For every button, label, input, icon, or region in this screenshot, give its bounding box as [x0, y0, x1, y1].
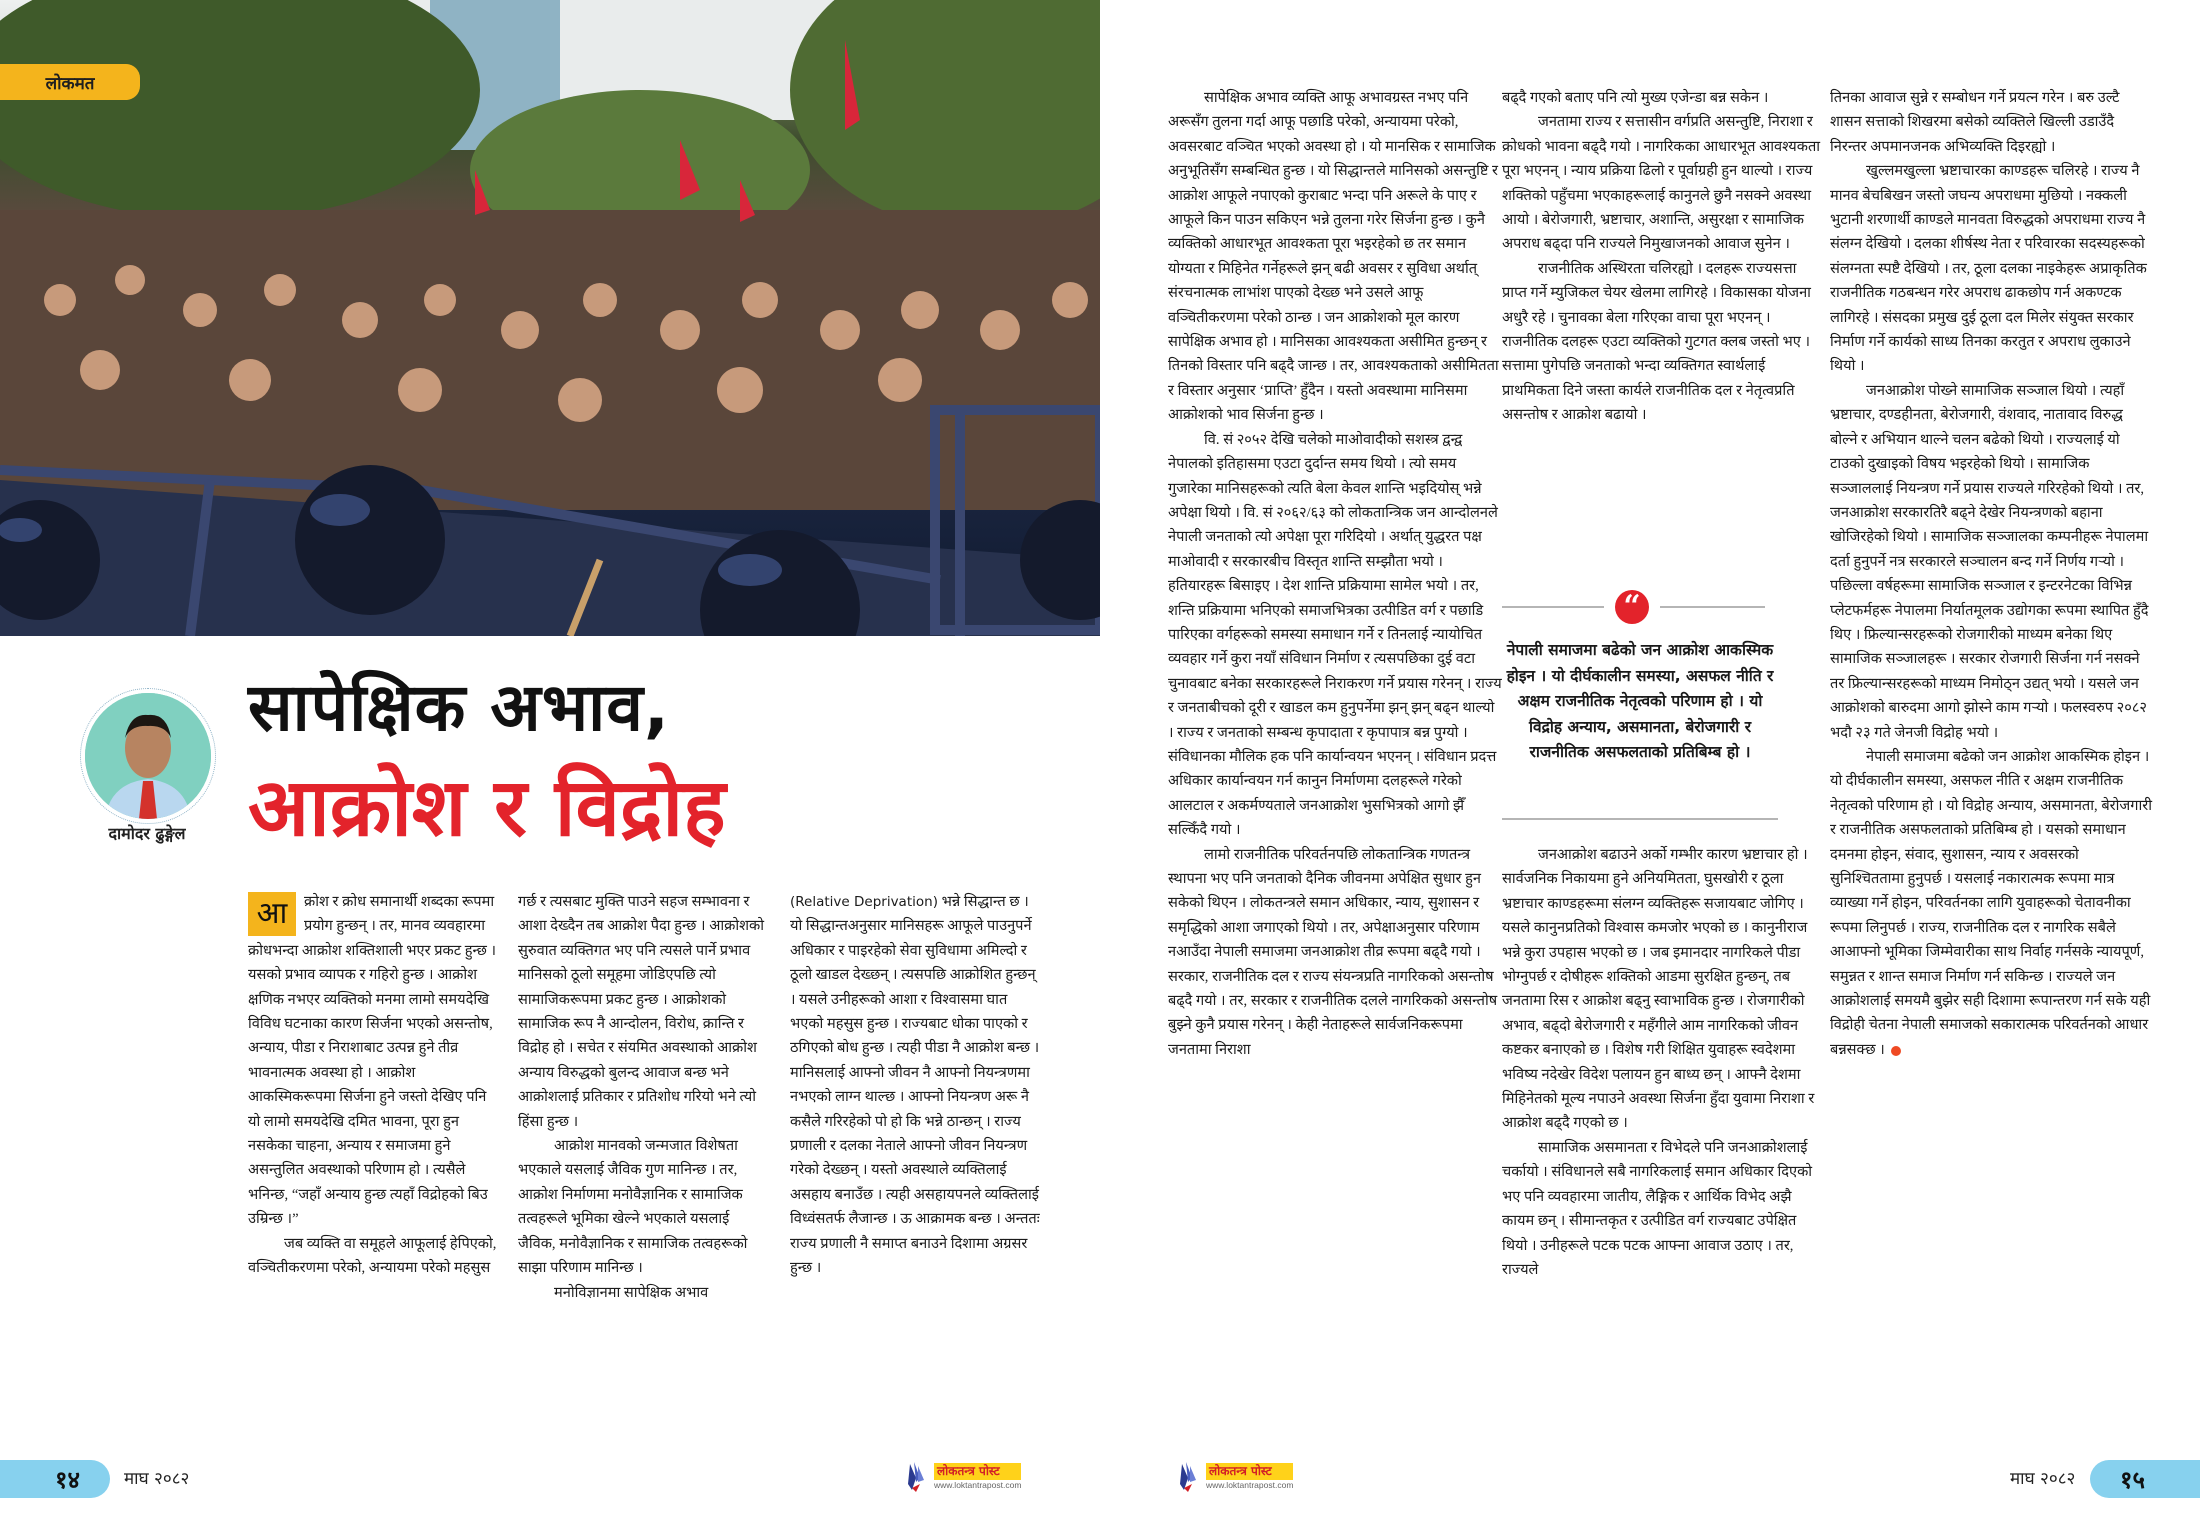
author-portrait [85, 693, 211, 819]
article-column-5-top [1502, 86, 1824, 428]
article-column-2 [518, 890, 768, 1305]
issue-date: माघ २०८२ [124, 1469, 190, 1489]
paragraph-text: भन्ने सिद्धान्त छ । यो सिद्धान्तअनुसार मानिसहरू आफूले पाउनुपर्ने अधिकार र पाइरहेको सेवा सुविधामा अमिल्दो र ठूलो खाडल देख्छन् । त्यसपछि आक्रोशित हुन्छन् । यसले उनीहरूको आशा र विश्वासमा घात भएको महसुस हुन्छ । राज्यबाट धोका पाएको र ठगिएको बोध हुन्छ । त्यही पीडा नै आक्रोश बन्छ । मानिसलाई आफ्नो जीवन नै आफ्नो नियन्त्रणमा नभएको लाग्न थाल्छ । आफ्नो नियन्त्रण अरू नै कसैले गरिरहेको पो हो कि भन्ने ठान्छन् । राज्य प्रणाली र दलका नेताले आफ्नो जीवन नियन्त्रण गरेको देख्छन् । यस्तो अवस्थाले व्यक्तिलाई असहाय बनाउँछ । त्यही असहायपनले व्यक्तिलाई विध्वंसतर्फ लैजान्छ । ऊ आक्रामक बन्छ । अन्ततः राज्य प्रणाली नै समाप्त बनाउने दिशामा अग्रसर हुन्छ । [790, 894, 1040, 1277]
article-paragraph: सापेक्षिक अभाव व्यक्ति आफू अभावग्रस्त नभए पनि अरूसँग तुलना गर्दा आफू पछाडि परेको, अन्यायमा परेको, अवसरबाट वञ्चित भएको अवस्था हो । यो मानसिक र सामाजिक अनुभूतिसँग सम्बन्धित हुन्छ । यो सिद्धान्तले मानिसको असन्तुष्टि र आक्रोश आफूले नपाएको कुराबाट भन्दा पनि अरूले के पाए र आफूले किन पाउन सकिएन भन्ने तुलना गरेर सिर्जना हुन्छ । कुनै व्यक्तिको आधारभूत आवश्कता पूरा भइरहेको छ तर समान योग्यता र मिहिनेत गर्नेहरूले झन् बढी अवसर र सुविधा अर्थात् संरचनात्मक लाभांश पाएको देख्छ भने उसले आफू वञ्चितीकरणमा परेको ठान्छ । जन आक्रोशको मूल कारण सापेक्षिक अभाव हो । मानिसका आवश्यकता असीमित हुन्छन् र तिनको विस्तार पनि बढ्दै जान्छ । तर, आवश्यकताको असीमितता र विस्तार अनुसार ‘प्राप्ति’ हुँदैन । यस्तो अवस्थामा मानिसमा आक्रोशको भाव सिर्जना हुन्छ । [1168, 90, 1499, 424]
article-paragraph: वि. सं २०५२ देखि चलेको माओवादीको सशस्त्र द्वन्द्व नेपालको इतिहासमा एउटा दुर्दान्त समय थियो । त्यो समय गुजारेका मानिसहरूको त्यति बेला केवल शान्ति भइदियोस् भन्ने अपेक्षा थियो । वि. सं २०६२/६३ को लोकतान्त्रिक जन आन्दोलनले नेपाली जनताको त्यो अपेक्षा पूरा गरिदियो । अर्थात् युद्धरत पक्ष माओवादी र सरकारबीच विस्तृत शान्ति सम्झौता भयो । हतियारहरू बिसाइए । देश शान्ति प्रक्रियामा सामेल भयो । तर, शन्ति प्रक्रियामा भनिएको समाजभित्रका उत्पीडित वर्ग र पछाडि पारिएका वर्गहरूको समस्या समाधान गर्ने र तिनलाई न्यायोचित व्यवहार गर्ने कुरा नयाँ संविधान निर्माण र त्यसपछिका दुई वटा चुनावबाट बनेका सरकारहरूले निराकरण गर्ने प्रयास गरेनन् । राज्य र जनताबीचको दूरी र खाडल कम हुनुपर्नेमा झन् झन् बढ्न थाल्यो । राज्य र जनताको सम्बन्ध कृपादाता र कृपापात्र बन्न पुग्यो । संविधानका मौलिक हक पनि कार्यान्वयन भएनन् । संविधान प्रदत्त अधिकार कार्यान्वयन गर्न कानुन निर्माणमा दलहरूले गरेको आलटाल र अकर्मण्यताले जनआक्रोश भुसभित्रको आगो झैँ सल्किँदै गयो । [1168, 431, 1502, 839]
protest-photo-illustration [0, 0, 1100, 636]
article-paragraph: जब व्यक्ति वा समूहले आफूलाई हेपिएको, वञ्चितीकरणमा परेको, अन्यायमा परेको महसुस [248, 1235, 497, 1277]
english-term: (Relative Deprivation) [790, 894, 938, 910]
article-paragraph: लामो राजनीतिक परिवर्तनपछि लोकतान्त्रिक गणतन्त्र स्थापना भए पनि जनताको दैनिक जीवनमा अपेक्षित सुधार हुन सकेको थिएन । लोकतन्त्रले समान अधिकार, न्याय, सुशासन र समृद्धिको आशा जगाएको थियो । तर, अपेक्षाअनुसार परिणाम नआउँदा नेपाली समाजमा जनआक्रोश तीव्र रूपमा बढ्दै गयो । सरकार, राजनीतिक दल र राज्य संयन्त्रप्रति नागरिकको असन्तोष बढ्दै गयो । तर, सरकार र राजनीतिक दलले नागरिकको असन्तोष बुझ्ने कुनै प्रयास गरेनन् । केही नेताहरूले सार्वजनिकरूपमा जनतामा निराशा [1168, 846, 1498, 1058]
page-number-tab [0, 1460, 110, 1498]
brand-url[interactable]: www.loktantrapost.com [1206, 1480, 1294, 1490]
article-column-4 [1168, 86, 1502, 1062]
article-paragraph: मनोविज्ञानमा सापेक्षिक अभाव [554, 1284, 709, 1301]
bird-logo-icon [904, 1460, 930, 1494]
trees-left [0, 0, 480, 220]
divider [1502, 818, 1778, 820]
author-name: दामोदर ढुङ्गेल [108, 824, 186, 843]
article-paragraph: तिनका आवाज सुन्ने र सम्बोधन गर्ने प्रयत्न गरेन । बरु उल्टै शासन सत्ताको शिखरमा बसेको व्यक्तिले खिल्ली उडाउँदै निरन्तर अपमानजनक अभिव्यक्ति दिइरह्यो । [1830, 90, 2120, 155]
brand-logo [1176, 1460, 1293, 1494]
page-number-tab [2090, 1460, 2200, 1498]
drop-cap: आ [248, 892, 296, 936]
article-paragraph [790, 890, 1040, 1281]
headline-line-1: सापेक्षिक अभाव, [248, 669, 670, 746]
brand-name: लोकतन्त्र पोस्ट [1206, 1463, 1293, 1480]
brand-name: लोकतन्त्र पोस्ट [934, 1463, 1021, 1480]
article-paragraph: आक्रोश मानवको जन्मजात विशेषता भएकाले यसलाई जैविक गुण मानिन्छ । तर, आक्रोश निर्माणमा मनोवैज्ञानिक र सामाजिक तत्वहरूले भूमिका खेल्ने भएकाले यसलाई जैविक, मनोवैज्ञानिक र सामाजिक तत्वहरूको साझा परिणाम मानिन्छ । [518, 1138, 748, 1277]
page-number: १५ [2120, 1465, 2145, 1494]
pull-quote-text: नेपाली समाजमा बढेको जन आक्रोश आकस्मिक होइन । यो दीर्घकालीन समस्या, असफल नीति र अक्षम राजनीतिक नेतृत्वको परिणाम हो । यो विद्रोह अन्याय, असमानता, बेरोजगारी र राजनीतिक असफलताको प्रतिबिम्ब हो । [1506, 641, 1774, 761]
author-avatar [80, 688, 216, 824]
paragraph-text: नेपाली समाजमा बढेको जन आक्रोश आकस्मिक होइन । यो दीर्घकालीन समस्या, असफल नीति र अक्षम राजनीतिक नेतृत्वको परिणाम हो । यो विद्रोह अन्याय, असमानता, बेरोजगारी र राजनीतिक असफलताको प्रतिबिम्ब हो । यसको समाधान दमनमा होइन, संवाद, सुशासन, न्याय र अवसरको सुनिश्चिततामा हुनुपर्छ । यसलाई नकारात्मक रूपमा मात्र व्याख्या गर्ने होइन, परिवर्तनका लागि युवाहरूको चेतावनीका रूपमा लिनुपर्छ । राज्य, राजनीतिक दल र नागरिक सबैले आआफ्नो भूमिका जिम्मेवारीका साथ निर्वाह गर्नसके न्यायपूर्ण, समुन्नत र शान्त समाज निर्माण गर्न सकिन्छ । राज्यले जन आक्रोशलाई समयमै बुझेर सही दिशामा रूपान्तरण गर्न सके यही विद्रोही चेतना नेपाली समाजको सकारात्मक परिवर्तनको आधार बन्नसक्छ । [1830, 748, 2152, 1058]
end-mark-icon [1891, 1046, 1901, 1056]
article-paragraph [1830, 745, 2152, 1062]
article-paragraph: गर्छ र त्यसबाट मुक्ति पाउने सहज सम्भावना र आशा देख्दैन तब आक्रोश पैदा हुन्छ । आक्रोशको सुरुवात व्यक्तिगत भए पनि त्यसले पार्ने प्रभाव मानिसको ठूलो समूहमा जोडिएपछि त्यो सामाजिकरूपमा प्रकट हुन्छ । आक्रोशको सामाजिक रूप नै आन्दोलन, विरोध, क्रान्ति र विद्रोह हो । सचेत र संयमित अवस्थाको आक्रोश अन्याय विरुद्धको बुलन्द आवाज बन्छ भने आक्रोशलाई प्रतिकार र प्रतिशोध गरियो भने त्यो हिंसा हुन्छ । [518, 894, 765, 1130]
article-paragraph [248, 890, 500, 1232]
article-paragraph: बढ्दै गएको बताए पनि त्यो मुख्य एजेन्डा बन्न सकेन । [1502, 90, 1769, 106]
quote-icon: “ [1615, 590, 1649, 624]
trees-right [790, 0, 1100, 230]
article-paragraph: जनआक्रोश पोख्ने सामाजिक सञ्जाल थियो । त्यहाँ भ्रष्टाचार, दण्डहीनता, बेरोजगारी, वंशवाद, नातावाद विरुद्ध बोल्ने र अभियान थाल्ने चलन बढेको थियो । राज्यलाई यो टाउको दुखाइको विषय भइरहेको थियो । सामाजिक सञ्जाललाई नियन्त्रण गर्ने प्रयास राज्यले गरिरहेको थियो । तर, जनआक्रोश सरकारतिरै बढ्ने देखेर नियन्त्रणको बहाना खोजिरहेको थियो । सामाजिक सञ्जालका कम्पनीहरू नेपालमा दर्ता हुनुपर्ने नत्र सरकारले सञ्चालन बन्द गर्ने निर्णय गर्‍यो । पछिल्ला वर्षहरूमा सामाजिक सञ्जाल र इन्टरनेटका विभिन्न प्लेटफर्महरू नेपालमा निर्यातमूलक उद्योगका रूपमा स्थापित हुँदै थिए । फ्रिल्यान्सरहरूको रोजगारीको माध्यम बनेका थिए सामाजिक सञ्जालहरू । सरकार रोजगारी सिर्जना गर्न नसक्ने तर फ्रिल्यान्सरहरूको माध्यम निमोठ्न उद्यत् भयो । यसले जन आक्रोशको बारुदमा आगो झोस्ने काम गर्‍यो । फलस्वरुप २०८२ भदौ २३ गते जेनजी विद्रोह भयो । [1830, 382, 2149, 741]
article-paragraph: जनतामा राज्य र सत्तासीन वर्गप्रति असन्तुष्टि, निराशा र क्रोधको भावना बढ्दै गयो । नागरिकका आधारभूत आवश्यकता पूरा भएनन् । न्याय प्रक्रिया ढिलो र पूर्वाग्रही हुन थाल्यो । राज्य शक्तिको पहुँचमा भएकाहरूलाई कानुनले छुनै नसक्ने अवस्था आयो । बेरोजगारी, भ्रष्टाचार, अशान्ति, असुरक्षा र सामाजिक अपराध बढ्दा पनि राज्यले निमुखाजनको आवाज सुनेन । [1502, 114, 1821, 253]
divider [1502, 606, 1604, 608]
article-paragraph: खुल्लमखुल्ला भ्रष्टाचारका काण्डहरू चलिरहे । राज्य नै मानव बेचबिखन जस्तो जघन्य अपराधमा मुछियो । नक्कली भुटानी शरणार्थी काण्डले मानवता विरुद्धको अपराधमा राज्य नै संलग्न देखियो । दलका शीर्षस्थ नेता र परिवारका सदस्यहरूको संलग्नता स्पष्टै देखियो । तर, ठूला दलका नाइकेहरू अप्राकृतिक राजनीतिक गठबन्धन गरेर अपराध ढाकछोप गर्न अकण्टक लागिरहे । संसदका प्रमुख दुई ठूला दल मिलेर संयुक्त सरकार निर्माण गर्ने कार्यको साध्य तिनका करतुत र अपराध लुकाउने थियो । [1830, 163, 2147, 375]
brand-logo [904, 1460, 1021, 1494]
brand-url[interactable]: www.loktantrapost.com [934, 1480, 1022, 1490]
paragraph-text: क्रोश र क्रोध समानार्थी शब्दका रूपमा प्रयोग हुन्छन् । तर, मानव व्यवहारमा क्रोधभन्दा आक्रोश शक्तिशाली भएर प्रकट हुन्छ । यसको प्रभाव व्यापक र गहिरो हुन्छ । आक्रोश क्षणिक नभएर व्यक्तिको मनमा लामो समयदेखि विविध घटनाका कारण सिर्जना भएको असन्तोष, अन्याय, पीडा र निराशाबाट उत्पन्न हुने तीव्र भावनात्मक अवस्था हो । आक्रोश आकस्मिकरूपमा सिर्जना हुने जस्तो देखिए पनि यो लामो समयदेखि दमित भावना, पूरा हुन नसकेका चाहना, अन्याय र समाजमा हुने असन्तुलित अवस्थाको परिणाम हो । त्यसैले भनिन्छ, “जहाँ अन्याय हुन्छ त्यहाँ विद्रोहको बिउ उम्रिन्छ ।” [248, 894, 497, 1228]
page-number: १४ [55, 1465, 80, 1494]
author-portrait-illustration [85, 693, 211, 819]
article-column-3 [790, 890, 1040, 1281]
article-column-6 [1830, 86, 2152, 1062]
issue-date: माघ २०८२ [2010, 1469, 2076, 1489]
divider [1660, 606, 1765, 608]
article-column-5-bottom [1502, 843, 1824, 1282]
bird-logo-icon [1176, 1460, 1202, 1494]
headline-line-2: आक्रोश र विद्रोह [248, 761, 726, 854]
article-paragraph: जनआक्रोश बढाउने अर्को गम्भीर कारण भ्रष्टाचार हो । सार्वजनिक निकायमा हुने अनियमितता, घुसखोरी र ठूला भ्रष्टाचार काण्डहरूमा संलग्न व्यक्तिहरू सजायबाट जोगिए । यसले कानुनप्रतिको विश्वास कमजोर भएको छ । कानुनीराज भन्ने कुरा उपहास भएको छ । जब इमानदार नागरिकले पीडा भोग्नुपर्छ र दोषीहरू शक्तिको आडमा सुरक्षित हुन्छन्, तब जनतामा रिस र आक्रोश बढ्नु स्वाभाविक हुन्छ । रोजगारीको अभाव, बढ्दो बेरोजगारी र महँगीले आम नागरिकको जीवन कष्टकर बनाएको छ । विशेष गरी शिक्षित युवाहरू स्वदेशमा भविष्य नदेखेर विदेश पलायन हुन बाध्य छन् । आफ्नै देशमा मिहिनेतको मूल्य नपाउने अवस्था सिर्जना हुँदा युवामा निराशा र आक्रोश बढ्दै गएको छ । [1502, 847, 1815, 1132]
article-paragraph: राजनीतिक अस्थिरता चलिरह्यो । दलहरू राज्यसत्ता प्राप्त गर्ने म्युजिकल चेयर खेलमा लागिरहे । विकासका योजना अधुरै रहे । चुनावका बेला गरिएका वाचा पूरा भएनन् । राजनीतिक दलहरू एउटा व्यक्तिको गुटगत क्लब जस्तो भए । सत्तामा पुगेपछि जनताको भन्दा व्यक्तिगत स्वार्थलाई प्राथमिकता दिने जस्ता कार्यले राजनीतिक दल र नेतृत्वप्रति असन्तोष र आक्रोश बढायो । [1502, 260, 1811, 424]
section-tag: लोकमत [0, 64, 140, 100]
article-paragraph: सामाजिक असमानता र विभेदले पनि जनआक्रोशलाई चर्कायो । संविधानले सबै नागरिकलाई समान अधिकार दिएको भए पनि व्यवहारमा जातीय, लैङ्गिक र आर्थिक विभेद अझै कायम छन् । सीमान्तकृत र उत्पीडित वर्ग राज्यबाट उपेक्षित थियो । उनीहरूले पटक पटक आफ्ना आवाज उठाए । तर, राज्यले [1502, 1139, 1813, 1278]
article-column-1 [248, 890, 500, 1281]
protest-photo [0, 0, 1100, 636]
